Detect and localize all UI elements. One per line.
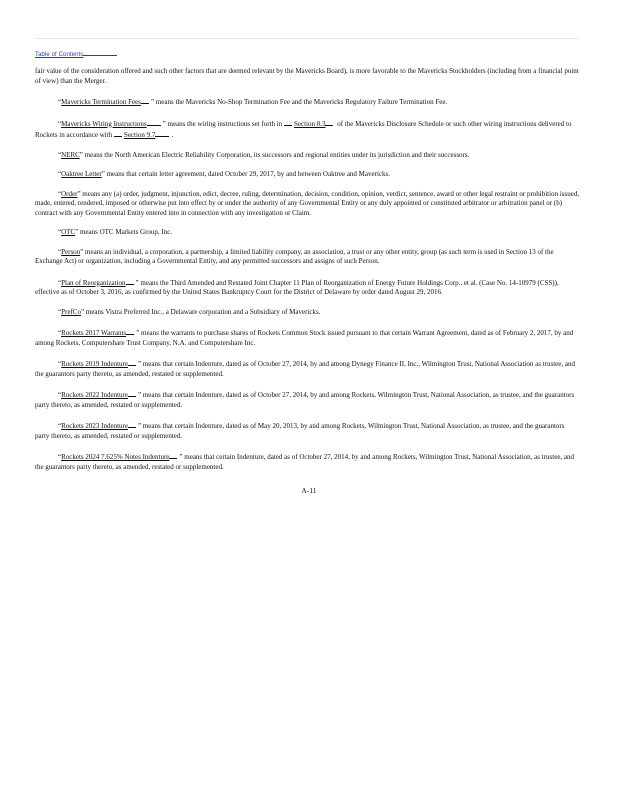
- defined-term: Rockets 2024 7.625% Notes Indenture: [61, 453, 170, 461]
- definition-otc: “OTC” means OTC Markets Group, Inc.: [58, 228, 173, 236]
- defined-term: Oaktree Letter: [61, 170, 102, 178]
- table-of-contents-link[interactable]: Table of Contents: [35, 49, 117, 58]
- definition-rockets-2023-indenture: “Rockets 2023 Indenture ” means that certain Indenture, dated as of May 20, 2013, by and among Rockets, Wilmington Trust, National Association, as trustee, and the guarantors party thereto, as amended, restated or supplemented.: [35, 422, 565, 440]
- definition-rockets-2022-indenture: “Rockets 2022 Indenture ” means that certain Indenture, dated as of October 27, 2014, by and among Rockets, Wilmington Trust, National Association, as trustee, and the guarantors party thereto, as amended, restated or supplemented.: [35, 391, 575, 409]
- document-body: [35, 67, 580, 482]
- defined-term: Person: [61, 247, 81, 256]
- section-reference[interactable]: Section 9.7: [123, 131, 156, 139]
- definition-prefco: “PrefCo” means Vistra Preferred Inc., a Delaware corporation and a Subsidiary of Mavericks.: [58, 307, 321, 316]
- definition-rockets-2024-notes-indenture: “Rockets 2024 7.625% Notes Indenture ” means that certain Indenture, dated as of October 27, 2014, by and among Rockets, Wilmington Trust, National Association, as trustee, and the guarantors party thereto, as amended, restated or supplemented.: [35, 453, 575, 471]
- defined-term: Mavericks Wiring Instructions: [61, 119, 147, 128]
- defined-term: Plan of Reorganization: [61, 278, 126, 287]
- definition-mavericks-wiring-instructions: “Mavericks Wiring Instructions ” means the wiring instructions set forth in Section 8.3 of the Mavericks Disclosure Schedule or such other wiring instructions delivered to Rockets in accordance with Section 9.7 .: [35, 119, 572, 139]
- section-reference[interactable]: Section 8.3: [293, 119, 326, 128]
- paragraph-continuation: fair value of the consideration offered and such other factors that are deemed relevant by the Mavericks Board), is more favorable to the Mavericks Stockholders (including from a financial point of view) than the Merger.: [35, 67, 579, 85]
- defined-term: Order: [61, 189, 78, 198]
- defined-term: Rockets 2017 Warrants: [61, 329, 127, 337]
- defined-term: Rockets 2023 Indenture: [61, 422, 128, 430]
- defined-term: Mavericks Termination Fees: [61, 98, 141, 106]
- defined-term: OTC: [61, 228, 76, 236]
- page-number: A-11: [301, 486, 317, 495]
- definition-oaktree-letter: “Oaktree Letter” means that certain letter agreement, dated October 29, 2017, by and between Oaktree and Mavericks.: [58, 170, 390, 178]
- defined-term: Rockets 2019 Indenture: [61, 360, 128, 368]
- definition-rockets-2019-indenture: “Rockets 2019 Indenture ” means that certain Indenture, dated as of October 27, 2014, by and among Dynegy Finance II, Inc., Wilmington Trust, National Association as trustee, and the guarantors party thereto, as amended, restated or supplemented.: [35, 360, 575, 378]
- defined-term: PrefCo: [61, 307, 81, 316]
- defined-term: Rockets 2022 Indenture: [61, 391, 128, 399]
- definition-rockets-2017-warrants: “Rockets 2017 Warrants ” means the warrants to purchase shares of Rockets Common Stock issued pursuant to that certain Warrant Agreement, dated as of February 2, 2017, by and among Rockets, Computershare Trust Company, N.A. and Computershare Inc.: [35, 329, 574, 347]
- definition-order: “Order” means any (a) order, judgment, injunction, edict, decree, ruling, determination, decision, condition, opinion, verdict, sentence, award or other legal restraint or prohibition issued, made, entered, rendered, imposed or otherwise put into effect by or under the authority of any Governmental Entity or any duly appointed or constituted arbitrator or arbitration panel or (b) contract with any Governmental Entity entered into in connection with any investigation or Claim.: [35, 189, 580, 217]
- header-divider: [35, 38, 578, 39]
- definition-person: “Person” means an individual, a corporation, a partnership, a limited liability company, an association, a trust or any other entity, group (as such term is used in Section 13 of the Exchange Act) or organization, including a Governmental Entity, and any permitted successors and assigns of such Person.: [35, 247, 554, 265]
- definition-plan-of-reorganization: “Plan of Reorganization ” means the Third Amended and Restated Joint Chapter 11 Plan of Reorganization of Energy Future Holdings Corp., et al. (Case No. 14-10979 (CSS)), effective as of October 3, 2016, as confirmed by the United States Bankruptcy Court for the District of Delaware by order dated August 29, 2016.: [35, 278, 559, 296]
- defined-term: NERC: [61, 150, 80, 159]
- definition-mavericks-termination-fees: “Mavericks Termination Fees ” means the Mavericks No-Shop Termination Fee and the Mavericks Regulatory Failure Termination Fee.: [58, 98, 448, 106]
- definition-nerc: “NERC” means the North American Electric Reliability Corporation, its successors and regional entities under its jurisdiction and their successors.: [58, 150, 470, 159]
